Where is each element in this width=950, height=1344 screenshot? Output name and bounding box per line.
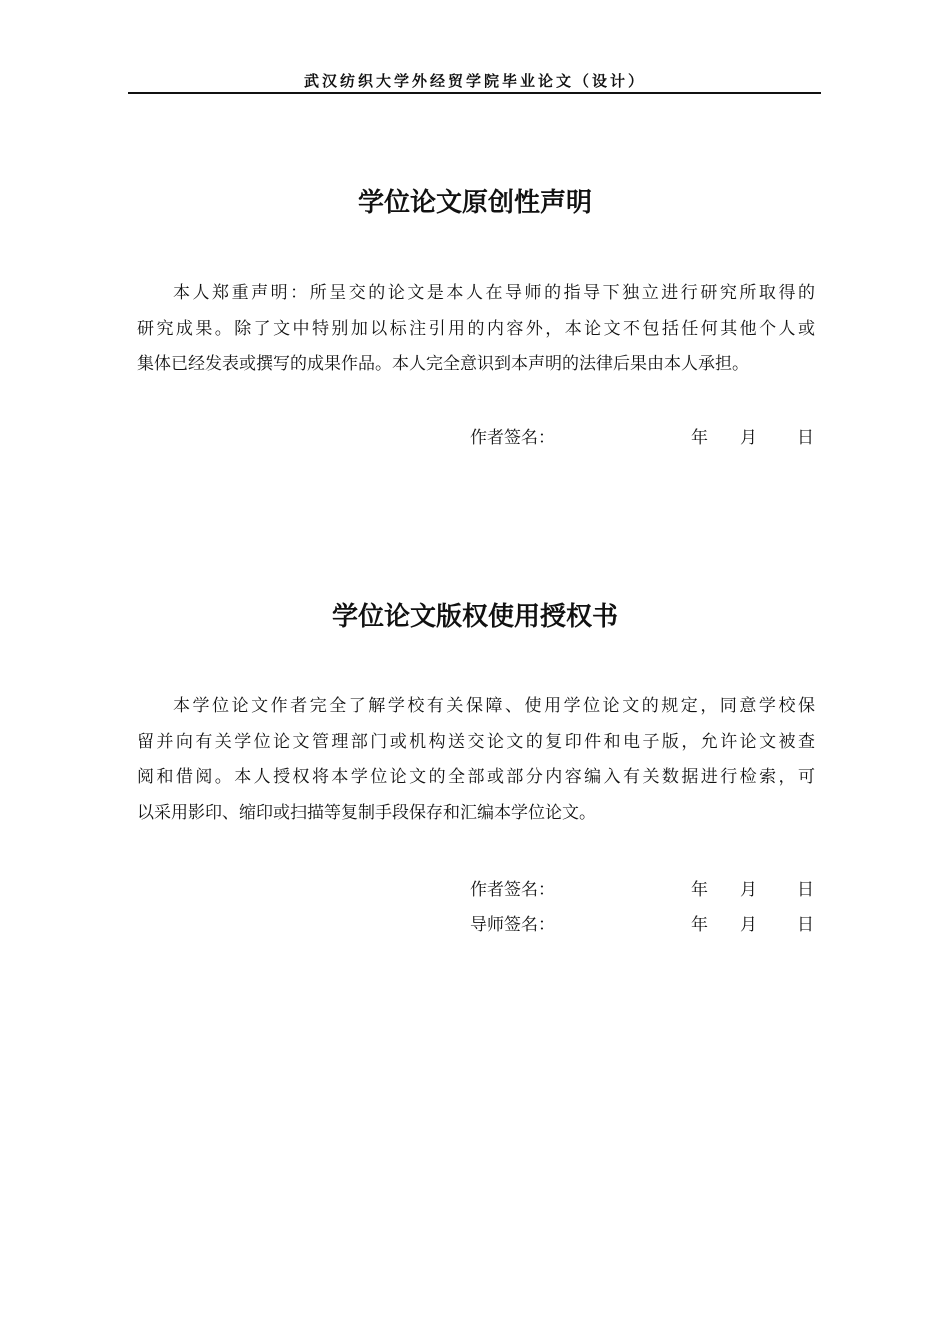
signature-month-label: 月	[740, 880, 757, 900]
signature-year-label: 年	[691, 915, 708, 935]
authorization-line: 以采用影印、缩印或扫描等复制手段保存和汇编本学位论文。	[137, 802, 596, 823]
running-header: 武汉纺织大学外经贸学院毕业论文（设计）	[303, 72, 646, 90]
copyright-authorization-text	[137, 689, 815, 831]
authorization-line: 留并向有关学位论文管理部门或机构送交论文的复印件和电子版，允许论文被查	[137, 731, 815, 752]
signature-day-label: 日	[797, 880, 814, 900]
supervisor-signature-label: 导师签名：	[470, 915, 555, 935]
author-signature-row	[470, 878, 815, 902]
signature-day-label: 日	[797, 915, 814, 935]
signature-month-label: 月	[740, 428, 757, 448]
copyright-authorization-title: 学位论文版权使用授权书	[331, 602, 618, 632]
statement-line: 研究成果。除了文中特别加以标注引用的内容外，本论文不包括任何其他个人或	[137, 318, 815, 339]
signature-year-label: 年	[691, 428, 708, 448]
signature-year-label: 年	[691, 880, 708, 900]
header-rule	[128, 92, 821, 94]
author-signature-label: 作者签名：	[470, 880, 555, 900]
signature-day-label: 日	[797, 428, 814, 448]
originality-statement-title: 学位论文原创性声明	[357, 188, 592, 218]
signature-month-label: 月	[740, 915, 757, 935]
author-signature-row	[470, 426, 815, 450]
authorization-line: 阅和借阅。本人授权将本学位论文的全部或部分内容编入有关数据进行检索，可	[137, 767, 815, 787]
author-signature-label: 作者签名：	[470, 428, 555, 448]
supervisor-signature-row	[470, 913, 815, 937]
originality-statement-text	[137, 276, 815, 383]
statement-line: 本人郑重声明：所呈交的论文是本人在导师的指导下独立进行研究所取得的	[173, 283, 815, 303]
statement-line: 集体已经发表或撰写的成果作品。本人完全意识到本声明的法律后果由本人承担。	[137, 354, 749, 374]
authorization-line: 本学位论文作者完全了解学校有关保障、使用学位论文的规定，同意学校保	[173, 696, 815, 716]
